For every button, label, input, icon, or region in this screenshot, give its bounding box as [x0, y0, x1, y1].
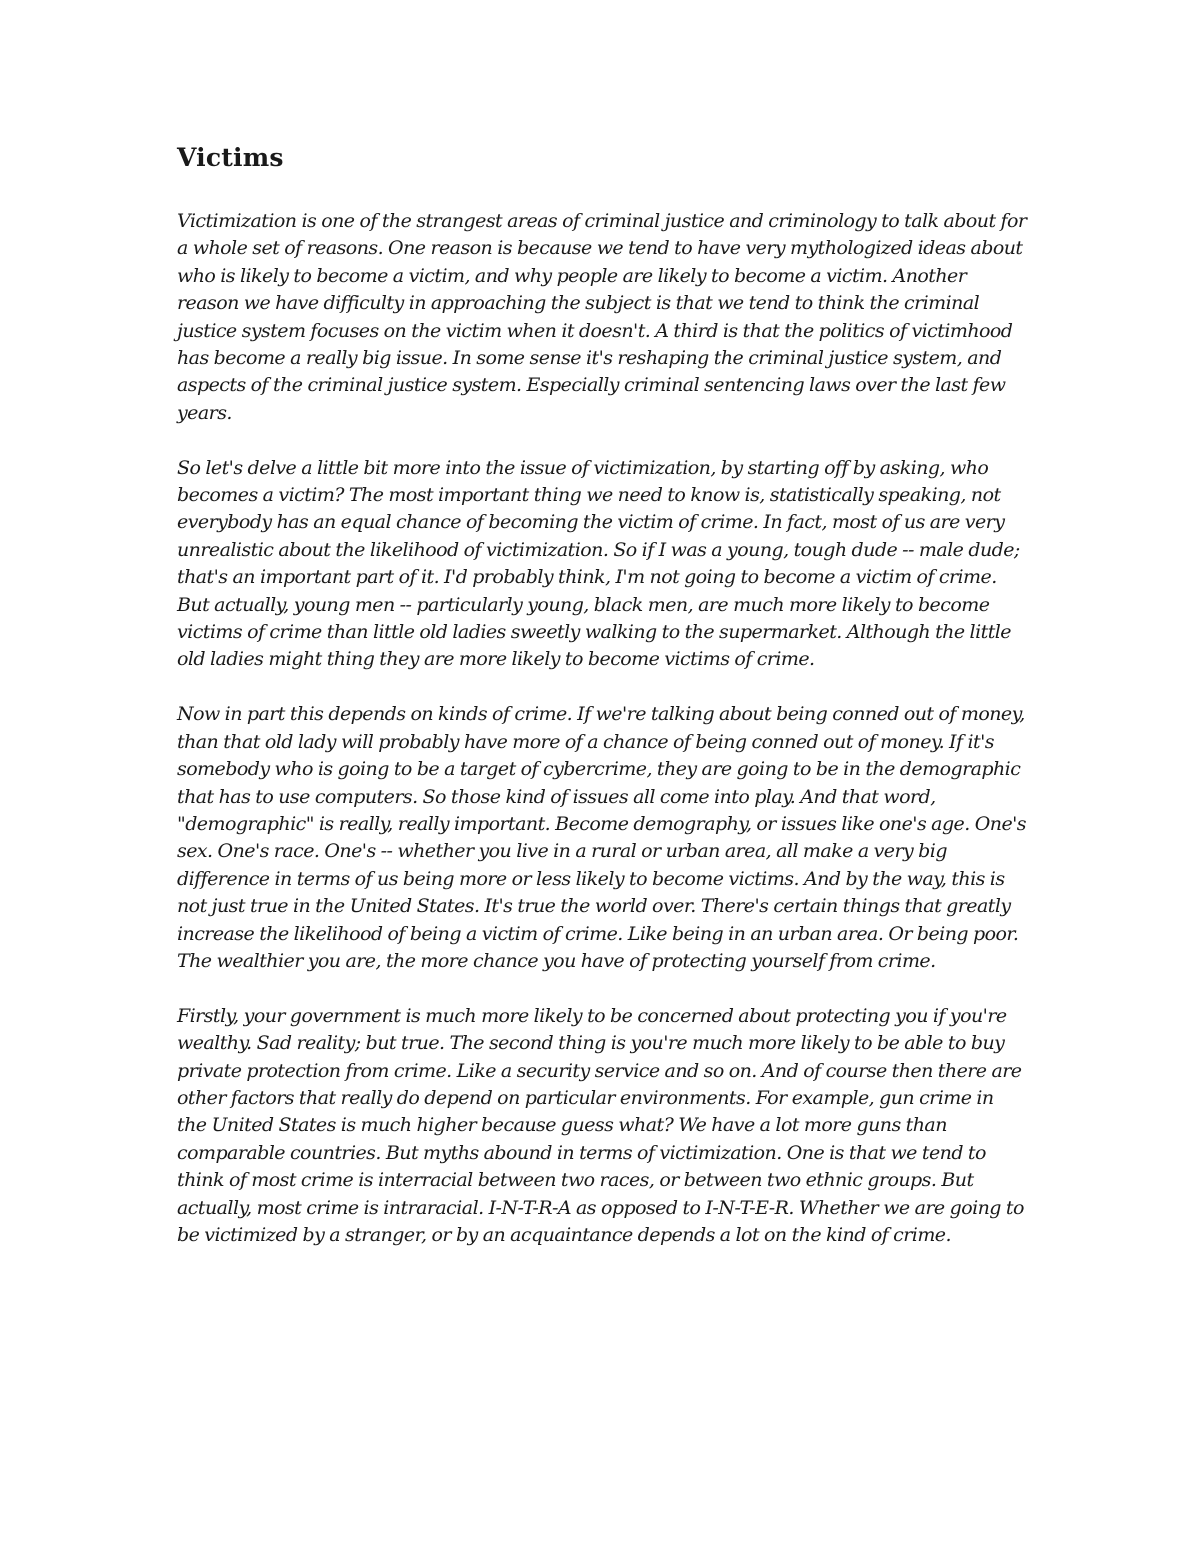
- document-page: [177, 140, 1027, 1277]
- document-title: Victims: [177, 143, 284, 172]
- paragraph-2: So let's delve a little bit more into the issue of victimization, by starting off by asking, who becomes a victim? The most important thing we need to know is, statistically speaking, not everybody has an equal chance of becoming the victim of crime. In fact, most of us are very unrealistic about the likelihood of victimization. So if I was a young, tough dude -- male dude; that's an important part of it. I'd probably think, I'm not going to become a victim of crime. But actually, young men -- particularly young, black men, are much more likely to become victims of crime than little old ladies sweetly walking to the supermarket. Although the little old ladies might thing they are more likely to become victims of crime.: [177, 456, 1020, 671]
- paragraph-1: Victimization is one of the strangest areas of criminal justice and criminology to talk about for a whole set of reasons. One reason is because we tend to have very mythologized ideas about who is likely to become a victim, and why people are likely to become a victim. Another reason we have difficulty in approaching the subject is that we tend to think the criminal justice system focuses on the victim when it doesn't. A third is that the politics of victimhood has become a really big issue. In some sense it's reshaping the criminal justice system, and aspects of the criminal justice system. Especially criminal sentencing laws over the last few years.: [177, 210, 1027, 424]
- paragraph-4: Firstly, your government is much more likely to be concerned about protecting you if you're wealthy. Sad reality; but true. The second thing is you're much more likely to be able to buy private protection from crime. Like a security service and so on. And of course then there are other factors that really do depend on particular environments. For example, gun crime in the United States is much higher because guess what? We have a lot more guns than comparable countries. But myths abound in terms of victimization. One is that we tend to think of most crime is interracial between two races, or between two ethnic groups. But actually, most crime is intraracial. I-N-T-R-A as opposed to I-N-T-E-R. Whether we are going to be victimized by a stranger, or by an acquaintance depends a lot on the kind of crime.: [177, 1004, 1024, 1246]
- paragraph-3: Now in part this depends on kinds of crime. If we're talking about being conned out of money, than that old lady will probably have more of a chance of being conned out of money. If it's somebody who is going to be a target of cybercrime, they are going to be in the demographic that has to use computers. So those kind of issues all come into play. And that word, "demographic" is really, really important. Become demography, or issues like one's age. One's sex. One's race. One's -- whether you live in a rural or urban area, all make a very big difference in terms of us being more or less likely to become victims. And by the way, this is not just true in the United States. It's true the world over. There's certain things that greatly increase the likelihood of being a victim of crime. Like being in an urban area. Or being poor. The wealthier you are, the more chance you have of protecting yourself from crime.: [177, 703, 1027, 972]
